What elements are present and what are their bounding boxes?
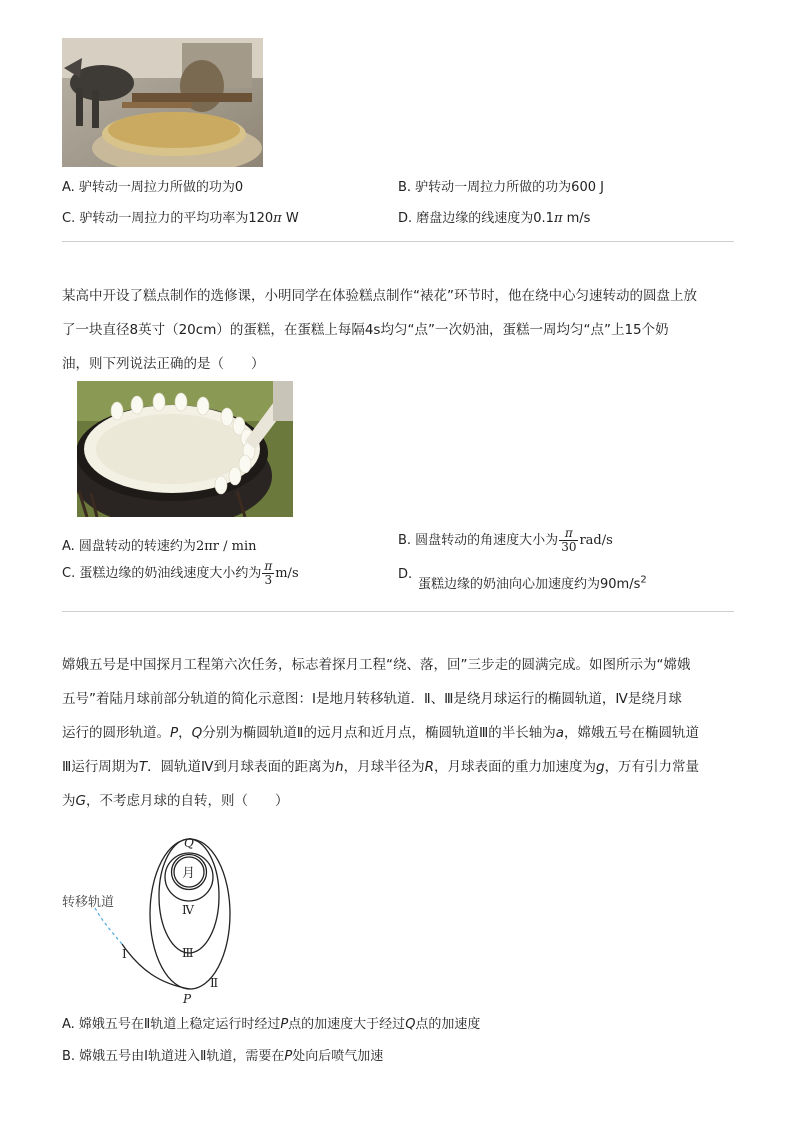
superscript: 2 (640, 574, 647, 586)
text: 点的加速度 (415, 1017, 481, 1032)
var-q: Q (405, 1017, 416, 1032)
text: ，不考虑月球的自转，则（ ） (85, 793, 289, 809)
transfer-orbit-dashed (94, 906, 122, 944)
var-p: P (170, 725, 179, 741)
q2-stem-line: 某高中开设了糕点制作的选修课，小明同学在体验糕点制作“裱花”环节时，他在绕中心匀速转动的圆盘上放 (62, 288, 697, 304)
fraction (262, 560, 274, 587)
label-iii: Ⅲ (182, 946, 194, 960)
q1-option-c-text: C. 驴转动一周拉力的平均功率为120 (62, 211, 274, 226)
q3-option-a[interactable] (62, 1013, 480, 1032)
q1-option-d-unit: m/s (562, 211, 591, 226)
q2-option-b-text: B. 圆盘转动的角速度大小为 (398, 533, 559, 548)
q2-option-d[interactable] (398, 567, 412, 582)
var-p: P (284, 1049, 293, 1064)
text: 分别为椭圆轨道Ⅱ的远月点和近月点，椭圆轨道Ⅲ的半长轴为 (202, 725, 556, 741)
divider (62, 241, 734, 242)
var-r: R (424, 759, 434, 775)
fraction-denominator: 30 (561, 540, 577, 554)
q1-option-d-text: D. 磨盘边缘的线速度为0.1 (398, 211, 554, 226)
divider (62, 611, 734, 612)
text: ， (178, 725, 192, 741)
orbit-diagram (58, 832, 248, 1007)
q2-option-d-text: 蛋糕边缘的奶油向心加速度约为90m/s (418, 577, 641, 592)
q2-option-a-math: 2πr / min (195, 539, 257, 554)
var-p: P (280, 1017, 289, 1032)
label-moon: 月 (182, 866, 196, 881)
text: ，月球表面的重力加速度为 (433, 759, 596, 775)
q3-stem (62, 648, 734, 818)
q3-stem-line (62, 750, 734, 784)
text: ，嫦娥五号在椭圆轨道 (564, 725, 700, 741)
fraction-numerator: π (559, 527, 578, 541)
q2-option-a[interactable] (62, 535, 256, 554)
q3-stem-line (62, 784, 734, 818)
label-q: Q (184, 836, 194, 850)
q2-stem-line: 了一块直径8英寸（20cm）的蛋糕，在蛋糕上每隔4s均匀“点”一次奶油，蛋糕一周均匀“点”上15个奶 (62, 322, 669, 338)
var-a: a (555, 725, 565, 741)
label-p: P (183, 992, 192, 1006)
cake-piping-photo (77, 381, 293, 517)
fraction-denominator: 3 (264, 573, 273, 587)
var-g-const: G (75, 793, 86, 809)
pi-symbol: π (273, 211, 282, 226)
q3-stem-line: 五号”着陆月球前部分轨道的简化示意图：Ⅰ是地月转移轨道．Ⅱ、Ⅲ是绕月球运行的椭圆轨道，Ⅳ是绕月球 (62, 691, 682, 707)
text: B. 嫦娥五号由Ⅰ轨道进入Ⅱ轨道，需要在 (62, 1049, 285, 1064)
q3-stem-line: 嫦娥五号是中国探月工程第六次任务，标志着探月工程“绕、落，回”三步走的圆满完成。如图所示为“嫦娥 (62, 657, 691, 673)
fraction-numerator: π (264, 559, 273, 573)
label-iv: Ⅳ (182, 903, 194, 917)
var-g: g (595, 759, 605, 775)
millstone-donkey-photo (62, 38, 263, 167)
q2-stem (62, 279, 734, 381)
q2-option-a-text: A. 圆盘转动的转速约为 (62, 539, 196, 554)
pi-symbol: π (553, 211, 563, 226)
orbit-iii (159, 839, 219, 953)
q2-option-b-unit: rad/s (579, 533, 613, 548)
text: 运行的圆形轨道。 (62, 725, 170, 741)
q3-option-b[interactable] (62, 1045, 383, 1064)
q3-stem-line (62, 716, 734, 750)
var-t: T (138, 759, 148, 775)
q2-option-c[interactable] (62, 560, 299, 587)
text: 点的加速度大于经过 (288, 1017, 406, 1032)
q2-option-c-unit: m/s (275, 566, 299, 581)
q1-option-b[interactable]: B. 驴转动一周拉力所做的功为600 J (398, 180, 604, 195)
q2-option-c-text: C. 蛋糕边缘的奶油线速度大小约为 (62, 566, 262, 581)
label-transfer-orbit: 转移轨道 (62, 895, 115, 910)
var-h: h (335, 759, 344, 775)
q2-option-d-label: D. (398, 567, 413, 582)
q2-option-d-body[interactable] (418, 573, 647, 592)
text: ，万有引力常量 (604, 759, 700, 775)
label-ii: Ⅱ (210, 976, 219, 990)
label-i: Ⅰ (122, 947, 127, 961)
text: 处向后喷气加速 (292, 1049, 384, 1064)
text: A. 嫦娥五号在Ⅱ轨道上稳定运行时经过 (62, 1017, 281, 1032)
fraction (559, 527, 578, 554)
q2-stem-line: 油，则下列说法正确的是（ ） (62, 356, 265, 372)
text: Ⅲ运行周期为 (62, 759, 139, 775)
q1-option-c-unit: W (281, 211, 299, 226)
text: 为 (62, 793, 76, 809)
text: ，月球半径为 (343, 759, 425, 775)
q1-option-a[interactable]: A. 驴转动一周拉力所做的功为0 (62, 180, 244, 195)
q1-option-c[interactable] (62, 207, 299, 226)
q2-option-b[interactable] (398, 527, 613, 554)
q1-option-d[interactable] (398, 207, 590, 226)
text: ．圆轨道Ⅳ到月球表面的距离为 (147, 759, 336, 775)
var-q: Q (191, 725, 203, 741)
